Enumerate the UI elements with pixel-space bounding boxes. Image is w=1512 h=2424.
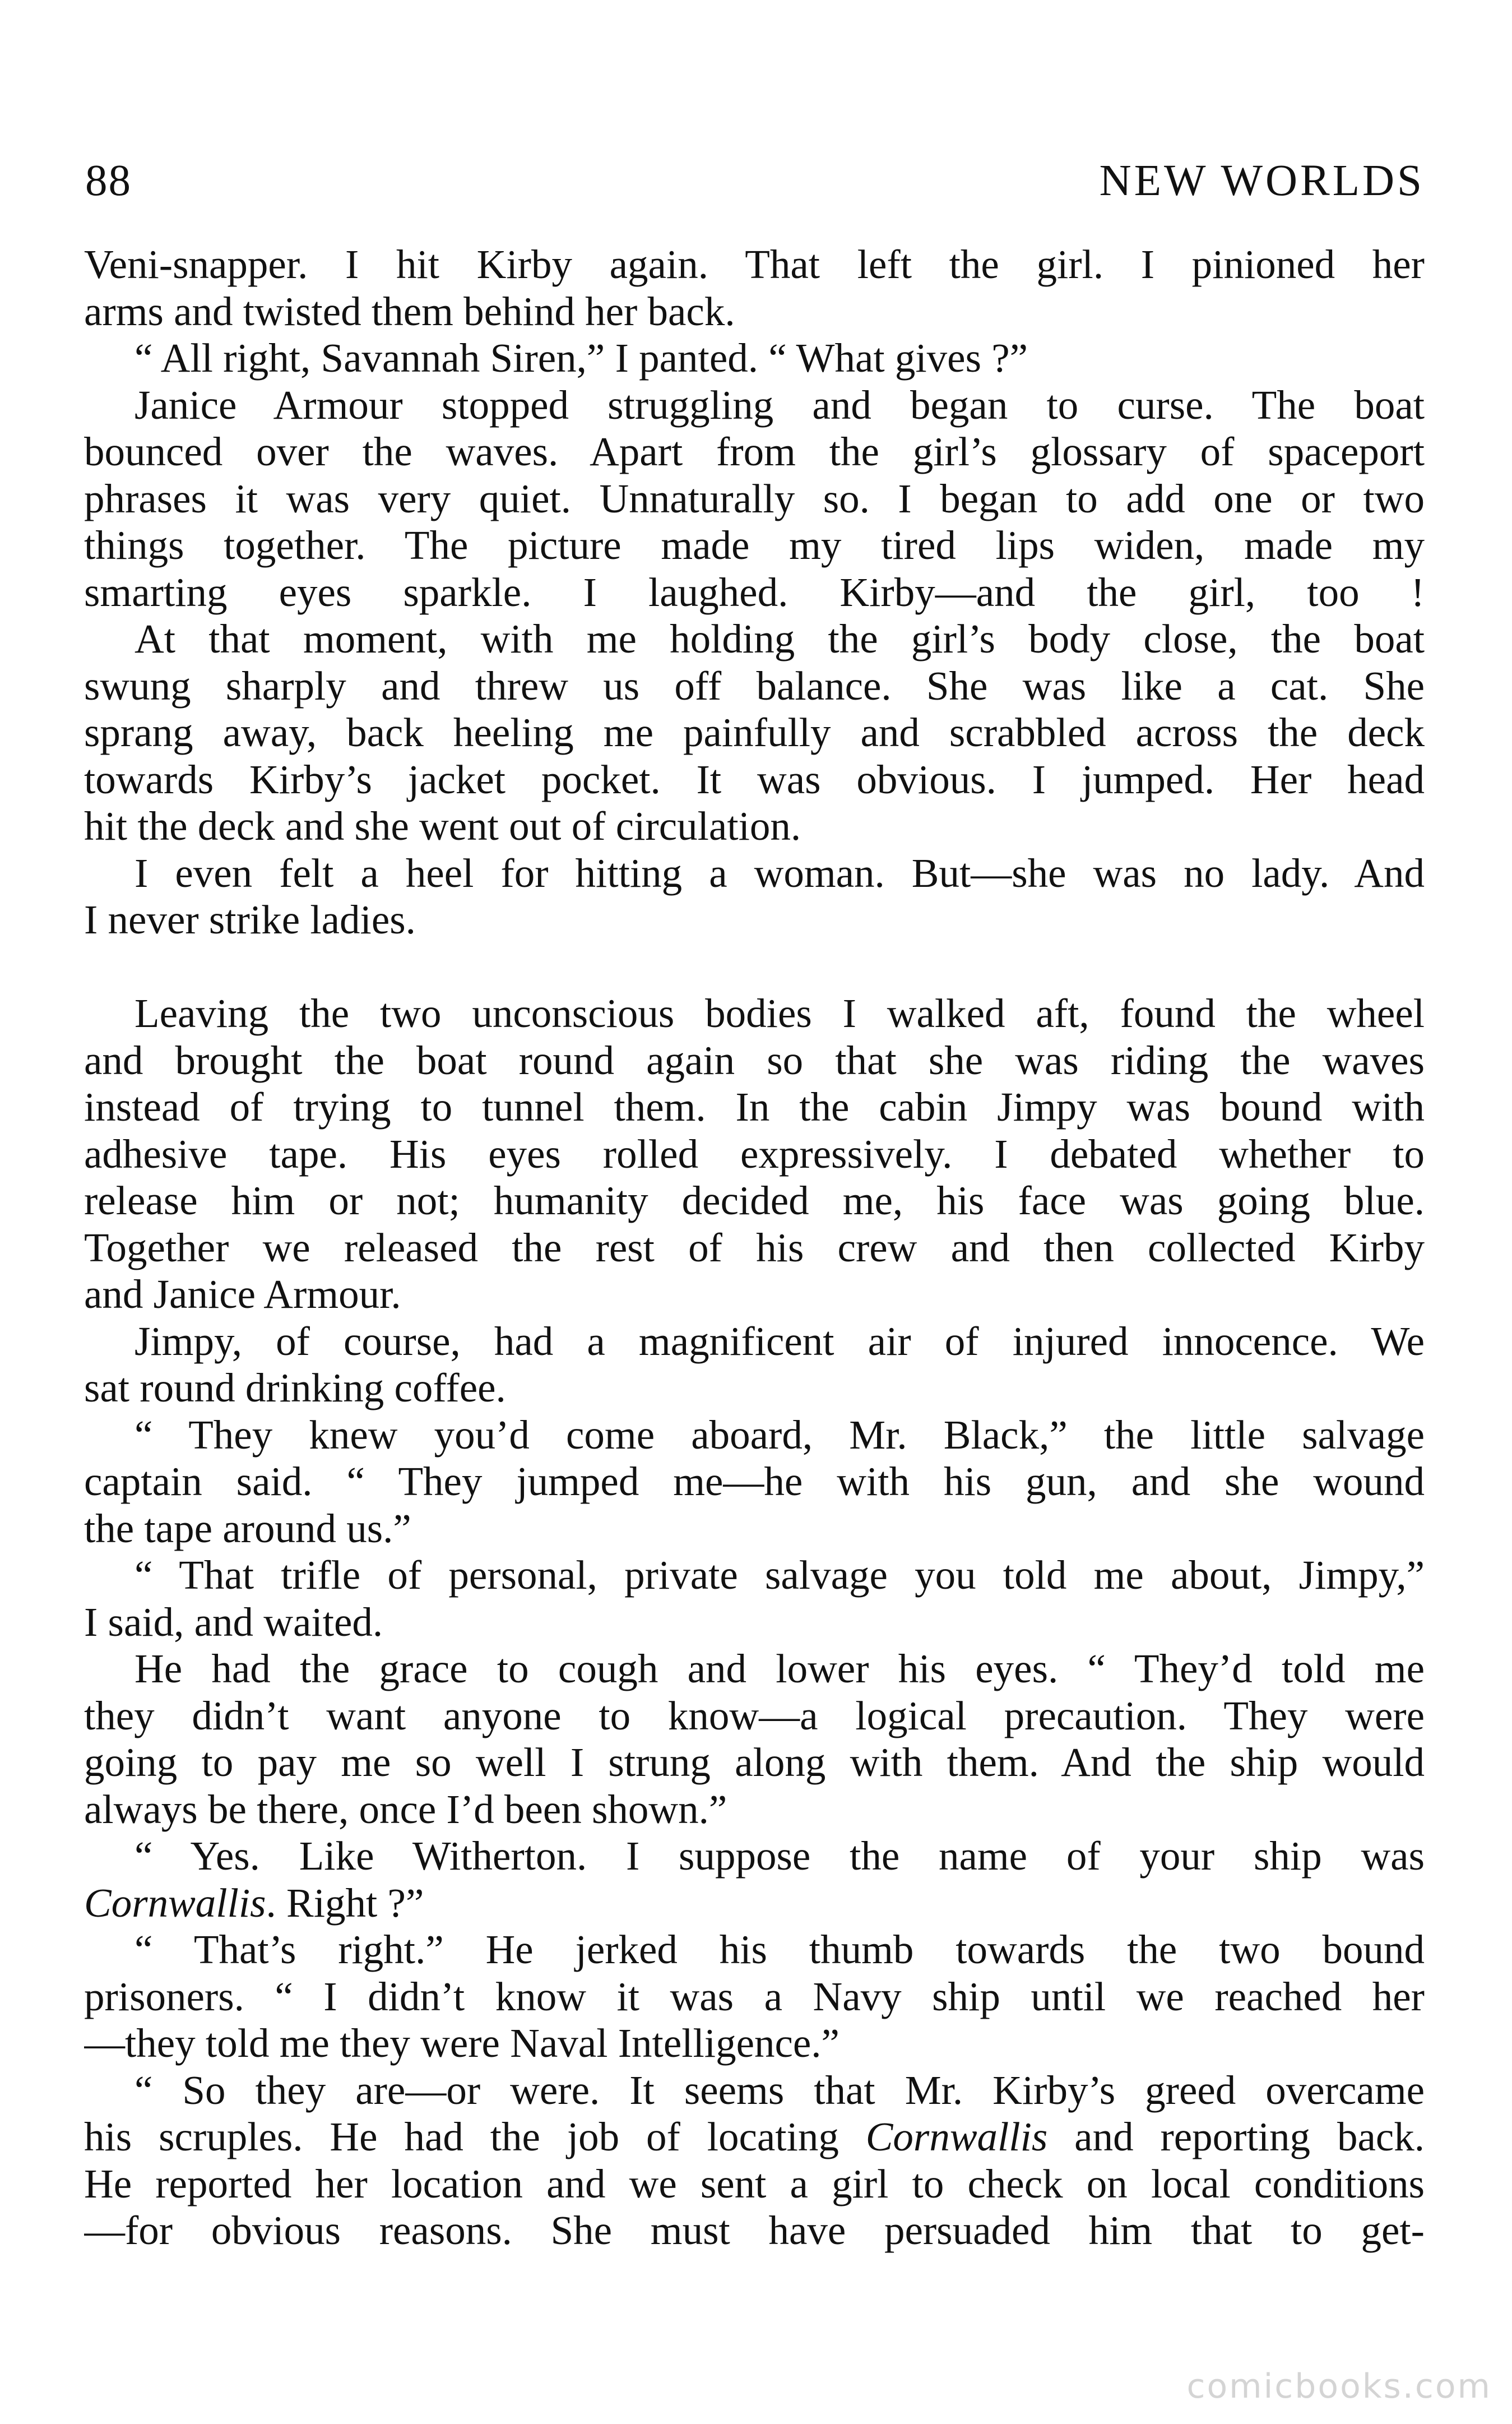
ship-name-italic: Cornwallis (84, 1880, 266, 1926)
text-line: prisoners. “ I didn’t know it was a Navy ship until we reached her (84, 1973, 1425, 2019)
text-line: the tape around us.” (84, 1505, 411, 1551)
text-line: going to pay me so well I strung along with them. And the ship would (84, 1740, 1425, 1785)
text-line: sat round drinking coffee. (84, 1365, 506, 1410)
text-line: —they told me they were Naval Intelligence.” (84, 2020, 840, 2066)
text-line: He had the grace to cough and lower his eyes. “ They’d told me (134, 1646, 1425, 1691)
text-line: smarting eyes sparkle. I laughed. Kirby—and the girl, too ! (84, 569, 1425, 615)
text-line: release him or not; humanity decided me, his face was going blue. (84, 1178, 1425, 1223)
text-line: Cornwallis. Right ?” (84, 1880, 424, 1926)
text-line: Leaving the two unconscious bodies I walked aft, found the wheel (134, 991, 1425, 1036)
text-line: captain said. “ They jumped me—he with his gun, and she wound (84, 1459, 1425, 1504)
section-break (84, 943, 1425, 991)
text-line: hit the deck and she went out of circulation. (84, 803, 801, 849)
text-line: —for obvious reasons. She must have persuaded him that to get- (84, 2208, 1425, 2253)
text-line: “ That trifle of personal, private salvage you told me about, Jimpy,” (134, 1552, 1425, 1598)
text-line: “ They knew you’d come aboard, Mr. Black,” the little salvage (134, 1412, 1425, 1458)
page-number: 88 (85, 156, 132, 205)
text-line: swung sharply and threw us off balance. She was like a cat. She (84, 663, 1425, 709)
text-line: “ That’s right.” He jerked his thumb towards the two bound (134, 1927, 1425, 1972)
text-line: phrases it was very quiet. Unnaturally so. I began to add one or two (84, 475, 1425, 521)
text-line: At that moment, with me holding the girl’s body close, the boat (134, 616, 1425, 661)
text-line: “ Yes. Like Witherton. I suppose the name of your ship was (134, 1833, 1425, 1879)
text-line: “ So they are—or were. It seems that Mr. Kirby’s greed overcame (134, 2067, 1425, 2113)
text-line: Jimpy, of course, had a magnificent air of injured innocence. We (134, 1318, 1425, 1364)
text-line: I never strike ladies. (84, 897, 416, 942)
running-title: NEW WORLDS (1099, 156, 1425, 205)
text-line: his scruples. He had the job of locating Cornwallis and reporting back. (84, 2114, 1425, 2159)
text-line: arms and twisted them behind her back. (84, 288, 735, 334)
text-line: and brought the boat round again so that she was riding the waves (84, 1037, 1425, 1083)
text-line: bounced over the waves. Apart from the girl’s glossary of spaceport (84, 429, 1425, 474)
text-line: “ All right, Savannah Siren,” I panted. “ What gives ?” (134, 335, 1028, 381)
text-line: always be there, once I’d been shown.” (84, 1786, 727, 1832)
text-line: Veni-snapper. I hit Kirby again. That left the girl. I pinioned her (84, 242, 1425, 287)
text-line: and Janice Armour. (84, 1271, 401, 1317)
running-head (85, 150, 1425, 212)
watermark: comicbooks.com (1186, 2367, 1492, 2406)
body-text (84, 241, 1425, 2254)
text-line: they didn’t want anyone to know—a logical precaution. They were (84, 1692, 1425, 1738)
text-line: I said, and waited. (84, 1599, 383, 1645)
text-line: Janice Armour stopped struggling and began to curse. The boat (134, 382, 1425, 428)
text-line: things together. The picture made my tired lips widen, made my (84, 522, 1425, 568)
text-line: instead of trying to tunnel them. In the cabin Jimpy was bound with (84, 1084, 1425, 1130)
ship-name-italic: Cornwallis (865, 2114, 1048, 2159)
text-line: I even felt a heel for hitting a woman. But—she was no lady. And (134, 850, 1425, 896)
text-line: Together we released the rest of his crew and then collected Kirby (84, 1224, 1425, 1270)
text-line: adhesive tape. His eyes rolled expressively. I debated whether to (84, 1131, 1425, 1177)
text-line: He reported her location and we sent a girl to check on local conditions (84, 2161, 1425, 2206)
text-line: towards Kirby’s jacket pocket. It was obvious. I jumped. Her head (84, 756, 1425, 802)
text-line: sprang away, back heeling me painfully and scrabbled across the deck (84, 710, 1425, 755)
